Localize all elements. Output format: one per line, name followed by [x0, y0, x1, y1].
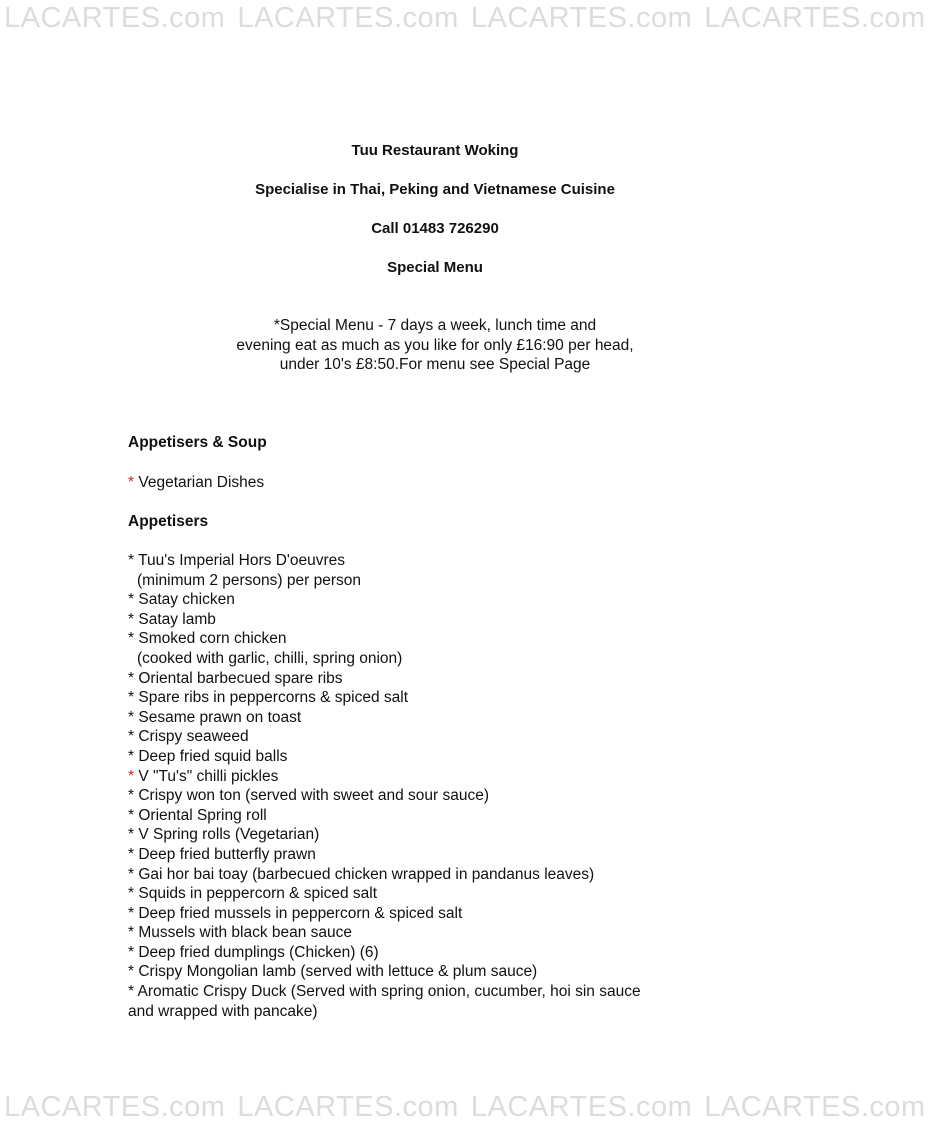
vegetarian-star-icon: * [128, 767, 135, 785]
menu-item [128, 806, 641, 826]
menu-item-text: Spare ribs in peppercorns & spiced salt [138, 689, 409, 707]
menu-item [128, 571, 641, 591]
watermark-bottom [4, 1091, 926, 1124]
menu-item-text: Deep fried dumplings (Chicken) (6) [138, 943, 379, 961]
watermark-text: LACARTES.com [704, 1091, 926, 1123]
menu-item-text: Crispy won ton (served with sweet and sour sauce) [138, 787, 489, 805]
bullet-star: * [128, 826, 135, 844]
vegetarian-star-icon: * [128, 474, 135, 491]
menu-item-text: Squids in peppercorn & spiced salt [138, 885, 378, 903]
menu-item [128, 747, 641, 767]
menu-item-text: Satay lamb [138, 610, 216, 628]
menu-item-text: Mussels with black bean sauce [138, 924, 353, 942]
menu-item [128, 610, 641, 630]
vegetarian-legend [128, 473, 264, 492]
menu-item [128, 884, 641, 904]
bullet-star: * [128, 787, 135, 805]
menu-item [128, 727, 641, 747]
menu-item [128, 629, 641, 649]
menu-item [128, 845, 641, 865]
menu-item-text: Deep fried mussels in peppercorn & spiced salt [138, 904, 463, 922]
appetiser-list [128, 551, 641, 1021]
menu-item [128, 708, 641, 728]
menu-item-text: Gai hor bai toay (barbecued chicken wrapped in pandanus leaves) [138, 865, 595, 883]
bullet-star: * [128, 689, 135, 707]
bullet-star: * [128, 943, 135, 961]
bullet-star: * [128, 610, 135, 628]
menu-item-text: Crispy Mongolian lamb (served with lettuce & plum sauce) [138, 963, 538, 981]
bullet-star: * [128, 669, 135, 687]
watermark-text: LACARTES.com [237, 2, 459, 34]
watermark-top [4, 2, 926, 35]
bullet-star: * [128, 983, 135, 1001]
bullet-star: * [128, 591, 135, 609]
menu-item-text: Deep fried butterfly prawn [138, 845, 316, 863]
menu-item-text: Tuu's Imperial Hors D'oeuvres [138, 552, 345, 569]
menu-item-text: Sesame prawn on toast [138, 708, 302, 726]
bullet-star: * [128, 728, 135, 746]
menu-item-text: V "Tu's" chilli pickles [138, 767, 279, 785]
bullet-star: * [128, 747, 135, 765]
menu-item [128, 1002, 641, 1022]
menu-item [128, 825, 641, 845]
restaurant-name: Tuu Restaurant Woking [351, 142, 519, 159]
menu-item-text: V Spring rolls (Vegetarian) [138, 826, 320, 844]
menu-item-text: (cooked with garlic, chilli, spring onion) [137, 649, 403, 667]
legend-text: Vegetarian Dishes [138, 474, 265, 491]
watermark-text: LACARTES.com [704, 2, 926, 34]
menu-item [128, 669, 641, 689]
watermark-text: LACARTES.com [470, 1091, 693, 1123]
bullet-star: * [128, 924, 135, 942]
menu-item [128, 688, 641, 708]
menu-item-text: Satay chicken [138, 591, 235, 609]
menu-item-text: and wrapped with pancake) [128, 1002, 318, 1020]
menu-title: Special Menu [387, 259, 483, 276]
menu-item-text: Smoked corn chicken [138, 630, 287, 648]
menu-item-text: Aromatic Crispy Duck (Served with spring onion, cucumber, hoi sin sauce [137, 983, 641, 1001]
menu-item [128, 649, 641, 669]
bullet-star: * [128, 708, 135, 726]
bullet-star: * [128, 904, 135, 922]
intro-line: *Special Menu - 7 days a week, lunch time and [273, 317, 597, 334]
phone-number: Call 01483 726290 [371, 220, 499, 237]
watermark-text: LACARTES.com [470, 2, 693, 34]
menu-item [128, 551, 641, 571]
menu-item [128, 590, 641, 610]
menu-item-text: Oriental Spring roll [138, 806, 267, 824]
bullet-star: * [128, 845, 135, 863]
special-menu-intro [0, 316, 870, 375]
appetisers-soup-heading: Appetisers & Soup [128, 434, 267, 451]
intro-line: under 10's £8:50.For menu see Special Page [279, 356, 591, 373]
menu-item [128, 923, 641, 943]
menu-item-text: Crispy seaweed [138, 728, 249, 746]
menu-item [128, 943, 641, 963]
menu-item-text: Deep fried squid balls [138, 747, 288, 765]
bullet-star: * [128, 865, 135, 883]
menu-item-text: (minimum 2 persons) per person [137, 571, 361, 589]
menu-item-text: Oriental barbecued spare ribs [138, 669, 343, 687]
watermark-text: LACARTES.com [237, 1091, 459, 1123]
menu-item [128, 767, 641, 787]
watermark-text: LACARTES.com [4, 2, 226, 34]
intro-line: evening eat as much as you like for only £16:90 per head, [236, 336, 634, 354]
bullet-star: * [128, 963, 135, 981]
watermark-text: LACARTES.com [4, 1091, 226, 1123]
menu-item [128, 982, 641, 1002]
menu-item [128, 962, 641, 982]
menu-item [128, 865, 641, 885]
menu-item [128, 904, 641, 924]
bullet-star: * [128, 885, 135, 903]
bullet-star: * [128, 806, 135, 824]
appetisers-heading: Appetisers [128, 513, 209, 530]
menu-item [128, 786, 641, 806]
bullet-star: * [128, 630, 135, 648]
bullet-star: * [128, 552, 135, 569]
cuisine-specialty: Specialise in Thai, Peking and Vietnamese Cuisine [255, 181, 615, 198]
